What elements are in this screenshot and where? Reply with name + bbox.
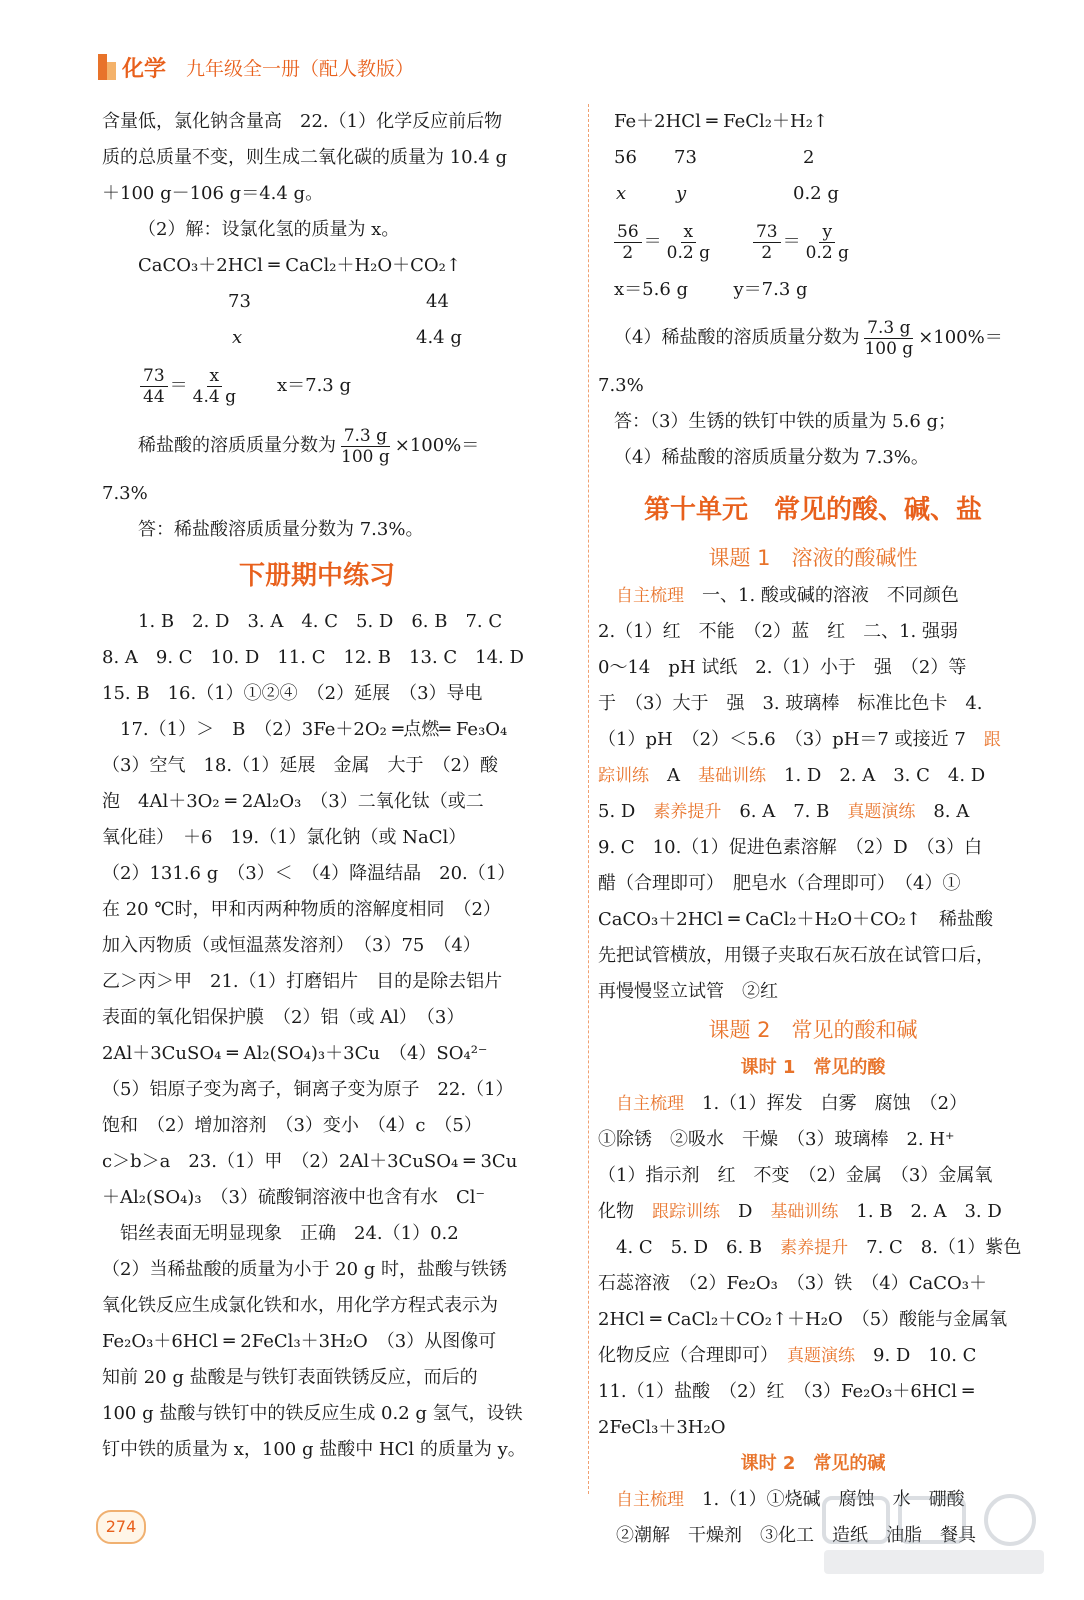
equation-numbers [102, 284, 572, 320]
answer-line: ＋Al₂(SO₄)₃ （3）硫酸铜溶液中也含有水 Cl⁻ [102, 1187, 486, 1208]
text-line: 7.3% [598, 375, 644, 396]
answer-line: Fe₂O₃＋6HCl ═ 2FeCl₃＋3H₂O （3）从图像可 [102, 1331, 497, 1352]
answer-line: 8. A 9. C 10. D 11. C 12. B 13. C 14. D [102, 647, 524, 668]
answer-line: 15. B 16.（1）①②④ （2）延展 （3）导电 [102, 683, 483, 704]
answer-line: 醋（合理即可） 肥皂水（合理即可） （4）① [598, 873, 961, 894]
answer-line: 化物反应（合理即可） 真题演练 9. D 10. C [598, 1345, 977, 1366]
watermark-logo-icon [814, 1490, 1054, 1580]
answer-line: 9. C 10.（1）促进色素溶解 （2）D （3）白 [598, 837, 983, 858]
answer-line: 4. C 5. D 6. B 素养提升 7. C 8.（1）紫色 [616, 1237, 1022, 1258]
tag-label: 跟 [983, 730, 1001, 750]
answer-line: （5）铝原子变为离子，铜离子变为原子 22.（1） [102, 1079, 514, 1100]
text-line: 7.3% [102, 483, 148, 504]
text-line: （2）解：设氯化氢的质量为 x。 [138, 219, 400, 240]
answer-line: 钉中铁的质量为 x，100 g 盐酸中 HCl 的质量为 y。 [102, 1439, 526, 1460]
answer-line: 17.（1）＞ B （2）3Fe＋2O₂ ═点燃═ Fe₃O₄ [120, 719, 508, 740]
text-line: ＋100 g－106 g＝4.4 g。 [102, 183, 324, 204]
tag-label: 真题演练 [787, 1346, 855, 1366]
tag-label: 基础训练 [770, 1202, 839, 1222]
fraction: $\frac{7.3 g}{100 g}$ [341, 425, 390, 467]
mass-value: 44 [426, 291, 449, 312]
answer-line: 自主梳理 1.（1）①烧碱 腐蚀 水 硼酸 [616, 1489, 965, 1510]
chem-equation: CaCO₃＋2HCl ═ CaCl₂＋H₂O＋CO₂↑ [138, 255, 461, 276]
answer-line: 答：（3）生锈的铁钉中铁的质量为 5.6 g； [614, 411, 957, 432]
answer-line: 5. D 素养提升 6. A 7. B 真题演练 8. A [598, 801, 970, 822]
topic-title: 课题 1 溶液的酸碱性 [708, 546, 918, 570]
mass-value: 73 [228, 291, 251, 312]
left-column [102, 104, 572, 1468]
text-line: 含量低，氯化钠含量高 22.（1）化学反应前后物 [102, 111, 503, 132]
percent-line: 稀盐酸的溶质质量分数为 $\frac{7.3 g}{100 g}$ ×100%＝ [138, 425, 480, 467]
fraction: $\frac{73}{2}$ [753, 222, 781, 263]
fraction: $\frac{x}{4.4 g}$ [192, 365, 236, 407]
tag-label: 素养提升 [780, 1238, 849, 1258]
answer-line: c＞b＞a 23.（1）甲 （2）2Al＋3CuSO₄ ═ 3Cu [102, 1151, 518, 1172]
proportion-line: $\frac{73}{44}$ ＝ $\frac{x}{4.4 g}$ x＝7.3 g [102, 356, 572, 416]
header-book-title: 九年级全一册（配人教版） [186, 57, 415, 80]
answer-line: 2Al＋3CuSO₄ ═ Al₂(SO₄)₃＋3Cu （4）SO₄²⁻ [102, 1043, 488, 1064]
tag-label: 真题演练 [847, 802, 916, 822]
answer-line: 饱和 （2）增加溶剂 （3）变小 （4）c （5） [102, 1115, 482, 1136]
answer-line: 100 g 盐酸与铁钉中的铁反应生成 0.2 g 氢气，设铁 [102, 1403, 523, 1424]
answer-line: 再慢慢竖立试管 ②红 [598, 981, 778, 1002]
result: x＝7.3 g [276, 375, 351, 396]
percent-line: （4）稀盐酸的溶质质量分数为 $\frac{7.3 g}{100 g}$ ×100%＝ [614, 317, 1003, 359]
lesson-title: 课时 1 常见的酸 [740, 1057, 886, 1078]
fraction: $\frac{7.3 g}{100 g}$ [864, 317, 914, 359]
result-line: x＝5.6 g y＝7.3 g [614, 279, 808, 300]
proportion-line: $\frac{56}{2}$ ＝ $\frac{x}{0.2 g}$ $\frac{73}{2}$ ＝ $\frac{y}{0.2 g}$ [598, 212, 1048, 272]
tag-label: 基础训练 [698, 766, 766, 786]
fraction: $\frac{y}{0.2 g}$ [805, 221, 849, 263]
tag-label: 素养提升 [653, 802, 722, 822]
answer-line: 1. B 2. D 3. A 4. C 5. D 6. B 7. C [138, 611, 503, 632]
answer-line: 在 20 ℃时，甲和丙两种物质的溶解度相同 （2） [102, 899, 501, 920]
fraction: $\frac{56}{2}$ [614, 222, 642, 263]
right-column [598, 104, 1048, 1554]
column-divider [588, 104, 589, 1494]
topic-title: 课题 2 常见的酸和碱 [708, 1018, 918, 1042]
answer-line: （4）稀盐酸的溶质质量分数为 7.3%。 [614, 447, 929, 468]
equation-numbers: 56 73 2 [614, 147, 815, 168]
answer-line: 氧化铁反应生成氯化铁和水，用化学方程式表示为 [102, 1295, 498, 1316]
answer-line: 化物 跟踪训练 D 基础训练 1. B 2. A 3. D [598, 1201, 1002, 1222]
section-title-midterm: 下册期中练习 [238, 561, 395, 591]
answer-line: 知前 20 g 盐酸是与铁钉表面铁锈反应，而后的 [102, 1367, 478, 1388]
answer-line: 加入丙物质（或恒温蒸发溶剂） （3）75 （4） [102, 935, 481, 956]
fraction: $\frac{x}{0.2 g}$ [666, 221, 710, 263]
answer-line: 11.（1）盐酸 （2）红 （3）Fe₂O₃＋6HCl ═ [598, 1381, 974, 1402]
answer-line: 先把试管横放，用镊子夹取石灰石放在试管口后， [598, 945, 994, 966]
page-number: 274 [96, 1510, 146, 1544]
tag-label: 跟踪训练 [652, 1202, 720, 1222]
header-logo-icon [98, 54, 118, 80]
answer-line: 石蕊溶液 （2）Fe₂O₃ （3）铁 （4）CaCO₃＋ [598, 1273, 987, 1294]
answer-line: 踪训练 A 基础训练 1. D 2. A 3. C 4. D [598, 765, 986, 786]
answer-line: 自主梳理 一、1. 酸或碱的溶液 不同颜色 [616, 585, 959, 606]
variable: x [232, 327, 243, 348]
answer-line: ②潮解 干燥剂 ③化工 造纸 油脂 餐具 [616, 1525, 976, 1546]
answer-line: 表面的氧化铝保护膜 （2）铝（或 Al） （3） [102, 1007, 465, 1028]
chem-equation: Fe＋2HCl ═ FeCl₂＋H₂↑ [614, 111, 829, 132]
answer-line: ①除锈 ②吸水 干燥 （3）玻璃棒 2. H⁺ [598, 1129, 955, 1150]
page-header [98, 52, 414, 82]
answer-line: （3）空气 18.（1）延展 金属 大于 （2）酸 [102, 755, 498, 776]
answer-line: 泡 4Al＋3O₂ ═ 2Al₂O₃ （3）二氧化钛（或二 [102, 791, 484, 812]
answer-line: 2.（1）红 不能 （2）蓝 红 二、1. 强弱 [598, 621, 958, 642]
equation-unknowns [102, 320, 572, 356]
fraction: $\frac{73}{44}$ [140, 366, 168, 407]
answer-line: 氧化硅） ＋6 19.（1）氯化钠（或 NaCl） [102, 827, 467, 848]
answer-line: CaCO₃＋2HCl ═ CaCl₂＋H₂O＋CO₂↑ 稀盐酸 [598, 909, 993, 930]
answer-line: 2FeCl₃＋3H₂O [598, 1417, 726, 1438]
answer-line: 2HCl ═ CaCl₂＋CO₂↑＋H₂O （5）酸能与金属氧 [598, 1309, 1008, 1330]
answer-line: 自主梳理 1.（1）挥发 白雾 腐蚀 （2） [616, 1093, 968, 1114]
equation-unknowns: x y 0.2 g [616, 183, 839, 204]
answer-line: （1）指示剂 红 不变 （2）金属 （3）金属氧 [598, 1165, 993, 1186]
unit-title: 第十单元 常见的酸、碱、盐 [643, 495, 982, 525]
answer-line: （2）当稀盐酸的质量为小于 20 g 时，盐酸与铁锈 [102, 1259, 508, 1280]
tag-label: 踪训练 [598, 766, 649, 786]
answer-line: （2）131.6 g （3）＜ （4）降温结晶 20.（1） [102, 863, 516, 884]
tag-label: 自主梳理 [616, 1094, 684, 1114]
header-subject: 化学 [122, 56, 167, 82]
answer-line: 答：稀盐酸溶质质量分数为 7.3%。 [138, 519, 424, 540]
answer-line: （1）pH （2）＜5.6 （3）pH＝7 或接近 7 跟 [598, 729, 1001, 750]
lesson-title: 课时 2 常见的碱 [740, 1453, 886, 1474]
tag-label: 自主梳理 [616, 586, 684, 606]
answer-line: 铝丝表面无明显现象 正确 24.（1）0.2 [120, 1223, 459, 1244]
answer-line: 乙＞丙＞甲 21.（1）打磨铝片 目的是除去铝片 [102, 971, 503, 992]
tag-label: 自主梳理 [616, 1490, 684, 1510]
answer-line: 于 （3）大于 强 3. 玻璃棒 标准比色卡 4. [598, 693, 983, 714]
mass-value: 4.4 g [416, 327, 462, 348]
answer-line: 0～14 pH 试纸 2.（1）小于 强 （2）等 [598, 657, 967, 678]
text-line: 质的总质量不变，则生成二氧化碳的质量为 10.4 g [102, 147, 508, 168]
